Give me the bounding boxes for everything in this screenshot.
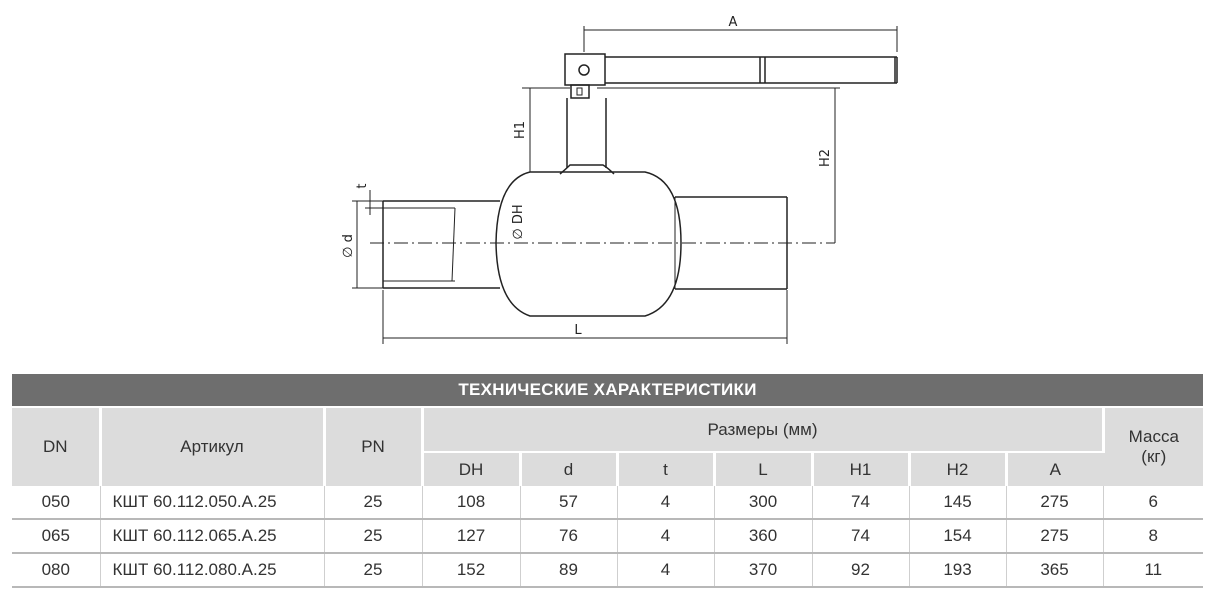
valve-stem xyxy=(560,85,614,174)
cell-pn: 25 xyxy=(324,553,422,587)
valve-body xyxy=(496,172,681,316)
cell-dn: 050 xyxy=(12,486,100,519)
cell-d: 76 xyxy=(520,519,617,553)
header-h1: H1 xyxy=(812,452,909,486)
cell-mass: 8 xyxy=(1103,519,1203,553)
left-pipe xyxy=(383,201,500,288)
header-t: t xyxy=(617,452,714,486)
cell-t: 4 xyxy=(617,519,714,553)
cell-a: 275 xyxy=(1006,519,1103,553)
header-d: d xyxy=(520,452,617,486)
cell-dh: 108 xyxy=(422,486,520,519)
header-pn: PN xyxy=(324,407,422,486)
cell-article: КШТ 60.112.065.А.25 xyxy=(100,519,324,553)
valve-handle xyxy=(565,54,897,85)
table-title: ТЕХНИЧЕСКИЕ ХАРАКТЕРИСТИКИ xyxy=(12,374,1203,407)
dim-label-l: L xyxy=(574,323,582,338)
dim-label-a: A xyxy=(728,15,738,30)
table-row xyxy=(12,519,1203,553)
cell-mass: 6 xyxy=(1103,486,1203,519)
header-h2: H2 xyxy=(909,452,1006,486)
cell-d: 89 xyxy=(520,553,617,587)
cell-h2: 145 xyxy=(909,486,1006,519)
table-row xyxy=(12,486,1203,519)
cell-h2: 154 xyxy=(909,519,1006,553)
header-dimensions: Размеры (мм) xyxy=(422,407,1103,452)
cell-article: КШТ 60.112.050.А.25 xyxy=(100,486,324,519)
header-mass xyxy=(1103,407,1203,486)
cell-h1: 92 xyxy=(812,553,909,587)
cell-dn: 080 xyxy=(12,553,100,587)
cell-t: 4 xyxy=(617,553,714,587)
cell-article: КШТ 60.112.080.А.25 xyxy=(100,553,324,587)
cell-h1: 74 xyxy=(812,519,909,553)
cell-l: 370 xyxy=(714,553,812,587)
cell-l: 360 xyxy=(714,519,812,553)
cell-a: 275 xyxy=(1006,486,1103,519)
cell-dh: 152 xyxy=(422,553,520,587)
header-dn: DN xyxy=(12,407,100,486)
header-mass-line2: (кг) xyxy=(1141,447,1167,466)
dimension-lines xyxy=(352,26,897,344)
cell-dn: 065 xyxy=(12,519,100,553)
table-row xyxy=(12,553,1203,587)
cell-l: 300 xyxy=(714,486,812,519)
dim-label-h1: H1 xyxy=(513,120,528,140)
cell-mass: 11 xyxy=(1103,553,1203,587)
cell-a: 365 xyxy=(1006,553,1103,587)
cell-t: 4 xyxy=(617,486,714,519)
header-a: A xyxy=(1006,452,1103,486)
spec-table xyxy=(12,374,1203,588)
cell-h1: 74 xyxy=(812,486,909,519)
header-dh: DH xyxy=(422,452,520,486)
header-article: Артикул xyxy=(100,407,324,486)
header-l: L xyxy=(714,452,812,486)
cell-pn: 25 xyxy=(324,486,422,519)
dim-label-h2: H2 xyxy=(818,148,833,168)
cell-dh: 127 xyxy=(422,519,520,553)
dim-label-dh: ∅ DH xyxy=(511,204,526,240)
header-mass-line1: Масса xyxy=(1128,427,1179,446)
cell-h2: 193 xyxy=(909,553,1006,587)
cell-d: 57 xyxy=(520,486,617,519)
dim-label-d: ∅ d xyxy=(341,234,356,258)
dim-label-t: t xyxy=(355,183,370,189)
cell-pn: 25 xyxy=(324,519,422,553)
